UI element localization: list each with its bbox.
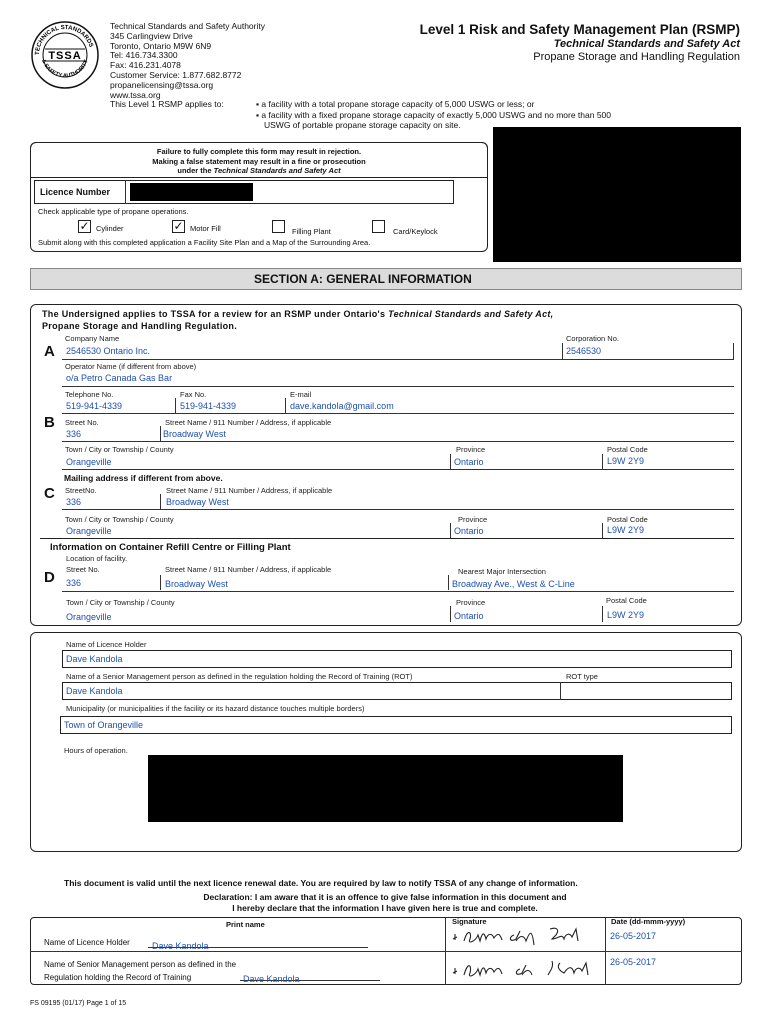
part-c-heading: Mailing address if different from above. xyxy=(64,473,223,483)
licence-number-redaction xyxy=(130,183,253,201)
d-province-field[interactable]: Ontario xyxy=(454,611,484,621)
d-prov-divider xyxy=(450,606,451,622)
applies-item-1: ▪ a facility with a total propane storage capacity of 5,000 USWG or less; or xyxy=(256,99,535,109)
d-inter-divider xyxy=(448,575,449,590)
print-name-label: Print name xyxy=(226,920,265,929)
operator-name-label: Operator Name (if different from above) xyxy=(65,362,197,371)
rot-type-label: ROT type xyxy=(566,672,598,681)
applies-item-2-cont: USWG of portable propane storage capacity on site. xyxy=(264,120,461,130)
c-prov-divider xyxy=(450,523,451,538)
senior-mgmt-box xyxy=(62,682,732,700)
municipality-box xyxy=(60,716,732,734)
motor-fill-checkbox[interactable]: ✓ xyxy=(173,219,184,233)
applies-label: This Level 1 RSMP applies to: xyxy=(110,99,224,109)
c-street-name-label: Street Name / 911 Number / Address, if applicable xyxy=(166,486,333,495)
c-street-divider xyxy=(160,494,161,509)
part-b-letter: B xyxy=(44,414,55,431)
b-street-no-label: Street No. xyxy=(65,418,99,427)
part-d-heading: Information on Container Refill Centre or Filling Plant xyxy=(50,542,291,553)
svg-text:TECHNICAL STANDARDS: TECHNICAL STANDARDS xyxy=(34,24,94,56)
a-right-edge xyxy=(733,343,734,359)
b-row3-line xyxy=(62,469,734,470)
b-province-label: Province xyxy=(456,445,486,454)
b-row2-line xyxy=(62,441,734,442)
authority-email: propanelicensing@tssa.org xyxy=(110,79,214,90)
c-row1-line xyxy=(62,509,734,510)
licence-holder-field[interactable]: Dave Kandola xyxy=(66,654,123,664)
c-row2-line xyxy=(40,538,734,539)
c-street-no-field[interactable]: 336 xyxy=(66,497,82,507)
c-province-field[interactable]: Ontario xyxy=(454,526,484,536)
row2-date[interactable]: 26-05-2017 xyxy=(610,957,657,967)
d-street-no-field[interactable]: 336 xyxy=(66,578,82,588)
c-postal-divider xyxy=(602,523,603,538)
title-act: Technical Standards and Safety Act xyxy=(553,38,740,50)
motor-fill-label: Motor Fill xyxy=(190,224,221,233)
c-street-name-field[interactable]: Broadway West xyxy=(166,497,229,507)
warning-line-2: Making a false statement may result in a fine or prosecution xyxy=(152,156,366,166)
location-label: Location of facility. xyxy=(66,554,128,563)
warning-box xyxy=(30,142,488,178)
licence-holder-box xyxy=(62,650,732,668)
validity-note: This document is valid until the next licence renewal date. You are required by law to notify TSSA of any change of information. xyxy=(64,878,578,888)
fax-label: Fax No. xyxy=(180,390,207,399)
d-street-name-field[interactable]: Broadway West xyxy=(165,579,228,589)
d-street-no-label: Street No. xyxy=(66,565,100,574)
declaration: Declaration: I am aware that it is an offence to give false information in this document and I hereby declare that the information I have given here is true and complete. xyxy=(203,892,567,913)
warning-line-1: Failure to fully complete this form may result in rejection. xyxy=(156,147,362,156)
senior-mgmt-field[interactable]: Dave Kandola xyxy=(66,686,123,696)
corporation-no-field[interactable]: 2546530 xyxy=(566,346,602,356)
part-c-letter: C xyxy=(44,485,55,502)
authority-fax: Fax: 416.231.4078 xyxy=(110,60,181,71)
b-street-no-field[interactable]: 336 xyxy=(66,429,82,439)
b-province-field[interactable]: Ontario xyxy=(454,457,484,467)
email-field[interactable]: dave.kandola@gmail.com xyxy=(290,401,394,411)
authority-tel: Tel: 416.734.3300 xyxy=(110,50,178,61)
row2-name-field[interactable]: Dave Kandola xyxy=(240,969,380,981)
section-a-title: SECTION A: GENERAL INFORMATION xyxy=(254,272,472,286)
d-town-label: Town / City or Township / County xyxy=(66,598,175,607)
row2-signature xyxy=(450,955,600,988)
c-province-label: Province xyxy=(458,515,488,524)
municipality-field[interactable]: Town of Orangeville xyxy=(64,720,144,730)
date-label: Date (dd-mmm-yyyy) xyxy=(611,917,686,926)
b-street-name-label: Street Name / 911 Number / Address, if applicable xyxy=(165,418,332,427)
applies-items xyxy=(256,99,716,131)
section-a-intro: The Undersigned applies to TSSA for a review for an RSMP under Ontario's Technical Standards and Safety Act, Propane Storage and Handling Regulation. xyxy=(42,309,554,331)
fax-divider xyxy=(285,398,286,413)
b-postal-divider xyxy=(602,454,603,469)
b-town-label: Town / City or Township / County xyxy=(65,445,174,454)
email-label: E-mail xyxy=(290,390,312,399)
authority-web: www.tssa.org xyxy=(110,89,161,100)
applies-block xyxy=(110,99,224,110)
part-a-letter: A xyxy=(44,343,55,360)
licence-holder-label: Name of Licence Holder xyxy=(66,640,147,649)
d-postal-divider xyxy=(602,606,603,622)
row1-label: Name of Licence Holder xyxy=(44,938,130,947)
row1-date[interactable]: 26-05-2017 xyxy=(610,931,657,941)
authority-address2: Toronto, Ontario M9W 6N9 xyxy=(110,40,212,51)
b-town-field[interactable]: Orangeville xyxy=(66,457,112,467)
b-street-name-field[interactable]: Broadway West xyxy=(163,429,226,439)
licence-divider xyxy=(125,180,126,204)
telephone-field[interactable]: 519-941-4339 xyxy=(66,401,123,411)
d-row1-line xyxy=(62,591,734,592)
authority-block xyxy=(110,22,265,100)
svg-text:& SAFETY AUTHORITY: & SAFETY AUTHORITY xyxy=(40,58,90,80)
d-street-name-label: Street Name / 911 Number / Address, if applicable xyxy=(165,565,332,574)
c-postal-label: Postal Code xyxy=(607,515,648,524)
company-name-field[interactable]: 2546530 Ontario Inc. xyxy=(66,346,151,356)
filling-plant-checkbox[interactable] xyxy=(272,220,285,233)
b-postal-field[interactable]: L9W 2Y9 xyxy=(607,456,645,466)
d-street-divider xyxy=(160,575,161,590)
d-province-label: Province xyxy=(456,598,486,607)
row1-name-field[interactable]: Dave Kandola xyxy=(148,936,368,948)
company-name-label: Company Name xyxy=(65,334,120,343)
title-regulation: Propane Storage and Handling Regulation xyxy=(533,51,740,63)
c-postal-field[interactable]: L9W 2Y9 xyxy=(607,525,645,535)
a-row1-line xyxy=(62,359,734,360)
cylinder-label: Cylinder xyxy=(96,224,124,233)
c-street-no-label: StreetNo. xyxy=(65,486,97,495)
row1-signature xyxy=(450,923,600,954)
intersection-field[interactable]: Broadway Ave., West & C-Line xyxy=(452,579,575,589)
card-keylock-label: Card/Keylock xyxy=(393,227,438,236)
d-town-field[interactable]: Orangeville xyxy=(66,612,112,622)
c-town-label: Town / City or Township / County xyxy=(65,515,174,524)
tel-divider xyxy=(175,398,176,413)
row2-label: Name of Senior Management person as defined in the Regulation holding the Record of Training xyxy=(44,960,237,982)
b-postal-label: Postal Code xyxy=(607,445,648,454)
rot-divider xyxy=(560,682,561,700)
d-postal-field[interactable]: L9W 2Y9 xyxy=(607,610,645,620)
b-row1-line xyxy=(62,413,734,414)
applies-item-2: ▪ a facility with a fixed propane storage capacity of exactly 5,000 USWG and no more than 500 xyxy=(256,109,612,120)
ops-check-label: Check applicable type of propane operations. xyxy=(38,207,189,216)
authority-customer-service: Customer Service: 1.877.682.8772 xyxy=(110,69,242,80)
title-block xyxy=(420,22,740,63)
submit-note: Submit along with this completed application a Facility Site Plan and a Map of the Surrounding Area. xyxy=(38,238,371,247)
signature-label: Signature xyxy=(452,917,487,926)
b-street-divider xyxy=(160,426,161,441)
licence-number-label: Licence Number xyxy=(40,187,111,197)
corporation-no-label: Corporation No. xyxy=(566,334,619,343)
c-town-field[interactable]: Orangeville xyxy=(66,526,112,536)
a-row2-line xyxy=(62,386,734,387)
operator-name-field[interactable]: o/a Petro Canada Gas Bar xyxy=(66,373,173,383)
filling-plant-label: Filling Plant xyxy=(292,227,331,236)
card-keylock-checkbox[interactable] xyxy=(372,220,385,233)
decl-mid-line xyxy=(30,951,742,952)
svg-text:TSSA: TSSA xyxy=(48,50,82,62)
hours-redaction xyxy=(148,755,623,822)
cylinder-checkbox[interactable]: ✓ xyxy=(79,219,90,233)
part-d-letter: D xyxy=(44,569,55,586)
municipality-label: Municipality (or municipalities if the facility or its hazard distance touches multiple borders) xyxy=(66,704,365,713)
telephone-label: Telephone No. xyxy=(65,390,114,399)
corp-divider xyxy=(562,343,563,359)
hours-label: Hours of operation. xyxy=(64,746,128,755)
top-right-redaction xyxy=(493,127,741,262)
warning-line-3: under the Technical Standards and Safety Act xyxy=(177,166,341,175)
authority-address1: 345 Carlingview Drive xyxy=(110,30,193,41)
senior-mgmt-label: Name of a Senior Management person as defined in the regulation holding the Record of Training (ROT) xyxy=(66,672,413,681)
b-prov-divider xyxy=(450,454,451,469)
tssa-seal xyxy=(30,20,100,90)
fax-field[interactable]: 519-941-4339 xyxy=(180,401,237,411)
authority-name: Technical Standards and Safety Authority xyxy=(110,21,265,31)
d-postal-label: Postal Code xyxy=(606,596,647,605)
form-number: FS 09195 (01/17) Page 1 of 15 xyxy=(30,1000,127,1007)
intersection-label: Nearest Major Intersection xyxy=(458,567,546,576)
page-title: Level 1 Risk and Safety Management Plan (RSMP) xyxy=(419,22,740,37)
